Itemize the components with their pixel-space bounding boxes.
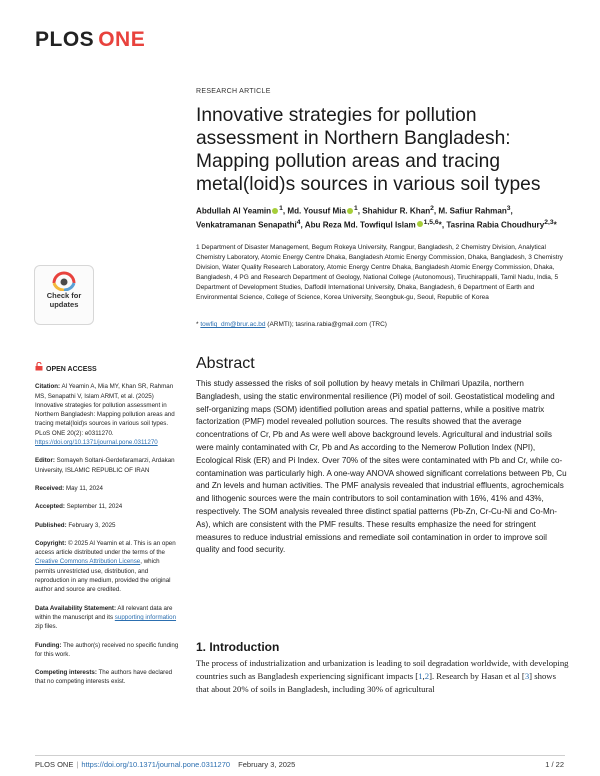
author-affil: 2 xyxy=(430,205,434,212)
article-type: RESEARCH ARTICLE xyxy=(196,88,271,95)
data-availability-text: All relevant data are within the manuscript and its xyxy=(35,604,173,621)
intro-text: ]. Research by Hasan et al [ xyxy=(429,670,525,681)
author-name[interactable]: , Venkatramanan Senapathi xyxy=(196,206,513,230)
copyright-label: Copyright: xyxy=(35,539,67,547)
accepted-date: September 11, 2024 xyxy=(64,503,123,511)
orcid-icon[interactable] xyxy=(347,208,353,214)
orcid-icon[interactable] xyxy=(417,221,423,227)
author-affil: 4 xyxy=(296,218,301,226)
check-updates-line1: Check for xyxy=(46,291,82,300)
author-name[interactable]: , Abu Reza Md. Towfiqul Islam xyxy=(300,220,416,230)
competing-interests-label: Competing interests: xyxy=(35,669,97,677)
page-number: 1 / 22 xyxy=(545,760,564,769)
open-access-label: OPEN ACCESS xyxy=(46,366,97,373)
funding-text: The author(s) received no specific funding for this work. xyxy=(35,641,179,658)
open-access-badge xyxy=(35,362,181,374)
footer-date: February 3, 2025 xyxy=(238,760,296,769)
accepted-label: Accepted: xyxy=(35,503,65,511)
abstract-body: This study assessed the risks of soil pollution by heavy metals in Chilmari Upazila, northern Bangladesh, using the static environmental resilience (Pi) model of soil. Geostatistical modeling and self-organizing maps (SOM) identified pollution areas and spatial patterns, while a positive matrix factorization (PMF) model revealed pollution sources. The results showed that the average concentrations of Cr, Pb and As were well above background levels. Agricultural and industrial soils were mainly contaminated with Cr, Pb and As according to the Nemerow Pollution Index (NPI), Ecological Risk (ER) and Pi Index. Over 70% of the sites were contaminated with Pb and Cr, while co-contamination was particularly high. A one-way ANOVA showed significant correlations between Pb, Cu and Zn levels and human activities. The PMF analysis revealed that industrial effluents, agrochemicals and lithogenic sources were the main contributors to soil contamination with 16%, 41% and 43%, respectively. The SOM analysis revealed three distinct spatial patterns (Pb-Zn, Cr-Cu-Ni and Co-Mn-As), which are consistent with the PMF results. These results emphasize the need for stringent measures to reduce industrial emissions and remediate soil contamination in order to improve soil quality and food security. xyxy=(196,379,567,555)
page-footer xyxy=(35,760,295,769)
data-availability-text-end: zip files. xyxy=(35,623,58,631)
published-label: Published: xyxy=(35,521,67,529)
received-date: May 11, 2024 xyxy=(64,484,103,492)
intro-text: ] shows that about 20% of soils in Bangladesh, including 30% of agricultural xyxy=(196,670,556,694)
email-note: (TRC) xyxy=(367,321,387,328)
received-label: Received: xyxy=(35,484,65,492)
author-affil: 1 xyxy=(353,205,358,212)
published-date: February 3, 2025 xyxy=(66,521,116,529)
author-name[interactable]: , Md. Yousuf Mia xyxy=(282,206,346,216)
intro-text: , xyxy=(422,670,425,681)
copyright-block xyxy=(35,539,181,595)
open-lock-icon xyxy=(35,362,43,374)
orcid-icon[interactable] xyxy=(272,208,278,214)
author-name[interactable]: Abdullah Al Yeamin xyxy=(196,206,272,216)
author-list xyxy=(196,203,566,230)
intro-text: The process of industrialization and urbanization is leading to soil degradation worldwide, with developing countries such as Bangladesh experiencing significant impacts [ xyxy=(196,658,569,681)
corr-mark: * xyxy=(196,321,199,328)
footer-separator xyxy=(233,760,235,769)
published-block xyxy=(35,521,181,530)
author-affil: 3 xyxy=(506,205,511,212)
supporting-info-link[interactable]: supporting information xyxy=(114,613,177,621)
corresponding-mark: * xyxy=(553,220,557,230)
funding-block xyxy=(35,641,181,660)
logo-plos: PLOS xyxy=(35,28,95,51)
article-sidebar xyxy=(35,362,181,696)
citation-label: Citation: xyxy=(35,383,61,391)
author-affil: 1,5,6 xyxy=(423,218,439,226)
data-availability-block xyxy=(35,604,181,632)
copyright-text: © 2025 Al Yeamin et al. This is an open access article distributed under the terms of the xyxy=(35,539,176,557)
editor-text: Somayeh Soltani-Gerdefaramarzi, Ardakan University, ISLAMIC REPUBLIC OF IRAN xyxy=(35,457,175,474)
abstract-heading: Abstract xyxy=(196,355,255,372)
author-name[interactable]: , M. Safiur Rahman xyxy=(433,206,507,216)
introduction-heading: 1. Introduction xyxy=(196,640,280,654)
copyright-text-end: , which permits unrestricted use, distribution, and reproduction in any medium, provided the original author and source are credited. xyxy=(35,558,171,594)
reference-link[interactable]: 3 xyxy=(524,670,530,681)
affiliations: 1 Department of Disaster Management, Begum Rokeya University, Rangpur, Bangladesh, 2 Chemistry Division, Analytical Chemistry Laboratory, Atomic Energy Centre Dhaka, Bangladesh Atomic Energy Commission, Dhaka, Bangladesh, 3 Chemistry Division, Water Quality Research Laboratory, Atomic Energy Centre Dhaka, Bangladesh Atomic Energy Commission, Dhaka, Bangladesh, 4 PG and Research Department of Geology, National College (Autonomous), Tiruchirappalli, Tamil Nadu, India, 5 Department of Development Studies, Daffodil International University, Dhaka, Bangladesh, 6 Department of Earth and Environmental Science, College of Science, Korea University, Seongbuk-gu, Seoul, Republic of Korea xyxy=(196,244,563,301)
check-for-updates-button[interactable] xyxy=(34,265,94,325)
check-updates-line2: updates xyxy=(49,299,79,309)
editor-block xyxy=(35,456,181,475)
check-updates-icon xyxy=(50,271,78,291)
article-title: Innovative strategies for pollution assessment in Northern Bangladesh: Mapping pollution areas and tracing metal(loid)s sources in various soil types xyxy=(196,105,541,195)
citation-doi-link[interactable]: https://doi.org/10.1371/journal.pone.0311270 xyxy=(35,439,158,447)
editor-label: Editor: xyxy=(35,457,55,465)
funding-label: Funding: xyxy=(35,641,62,649)
email-note: (ARMTI); xyxy=(267,321,296,328)
competing-interests-text: The authors have declared that no competing interests exist. xyxy=(35,669,173,686)
competing-interests-block xyxy=(35,668,181,687)
introduction-body xyxy=(196,657,570,695)
license-link[interactable]: Creative Commons Attribution License xyxy=(35,558,141,566)
correspondence xyxy=(196,321,571,328)
accepted-block xyxy=(35,502,181,511)
footer-journal: PLOS ONE xyxy=(35,760,74,769)
journal-logo xyxy=(35,28,145,52)
author-name[interactable]: , Tasrina Rabia Choudhury xyxy=(441,220,545,230)
reference-link[interactable]: 1 xyxy=(418,670,423,681)
footer-separator: | xyxy=(76,760,79,769)
footer-doi-link[interactable]: https://doi.org/10.1371/journal.pone.0311270 xyxy=(81,760,231,769)
author-name[interactable]: , Shahidur R. Khan xyxy=(357,206,431,216)
author-affil: 1 xyxy=(279,205,283,212)
reference-link[interactable]: 2 xyxy=(424,670,430,681)
footer-divider xyxy=(35,755,565,756)
corresponding-mark: * xyxy=(438,220,442,230)
email-link[interactable]: towfiq_dm@brur.ac.bd xyxy=(200,321,266,328)
citation-block xyxy=(35,382,181,447)
received-block xyxy=(35,484,181,493)
author-affil: 2,3 xyxy=(544,218,554,226)
email-text: tasrina.rabia@gmail.com xyxy=(295,321,368,328)
data-availability-label: Data Availability Statement: xyxy=(35,604,117,612)
citation-text: Al Yeamin A, Mia MY, Khan SR, Rahman MS, Senapathi V, Islam ARMT, et al. (2025) Innovative strategies for pollution assessment in Northern Bangladesh: Mapping pollution areas and tracing metal(loid)s sources in various soil types. PLoS ONE 20(2): e0311270. xyxy=(35,383,175,437)
logo-one: ONE xyxy=(98,28,146,51)
